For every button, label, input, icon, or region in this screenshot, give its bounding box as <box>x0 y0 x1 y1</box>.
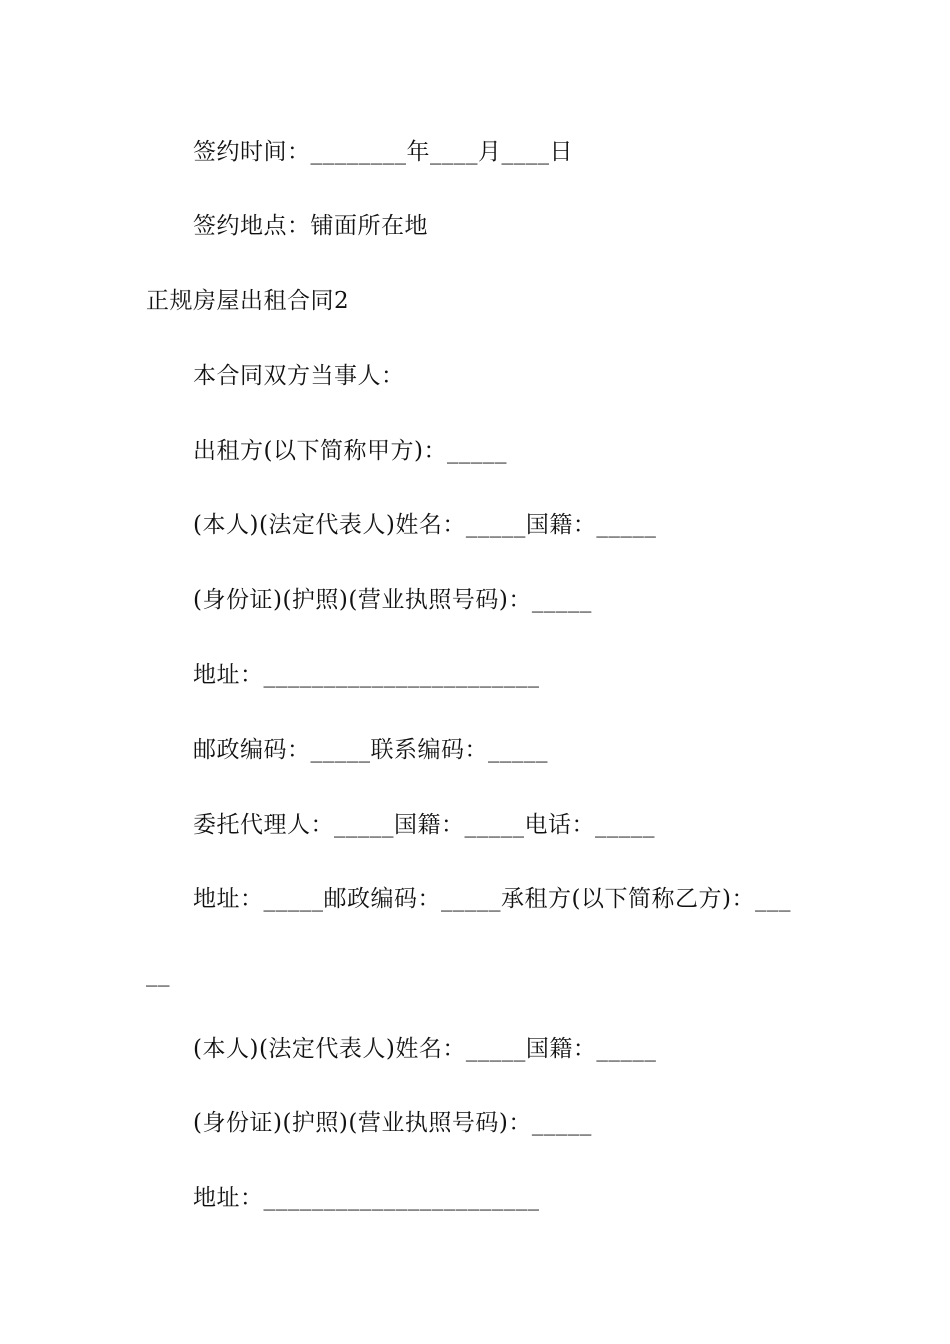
lessor-address-line: 地址：_______________________ <box>193 662 540 688</box>
lessee-address-line: 地址：_______________________ <box>193 1185 540 1211</box>
signing-time-line: 签约时间：________年____月____日 <box>193 139 573 165</box>
signing-place-line: 签约地点：铺面所在地 <box>193 213 428 239</box>
lessee-name-nationality-line: (本人)(法定代表人)姓名：_____国籍：_____ <box>193 1036 657 1062</box>
lessee-continuation-line: __ <box>146 961 170 987</box>
lessor-id-line: (身份证)(护照)(营业执照号码)：_____ <box>193 587 592 613</box>
lessor-line: 出租方(以下简称甲方)：_____ <box>193 438 507 464</box>
lessee-id-line: (身份证)(护照)(营业执照号码)：_____ <box>193 1110 592 1136</box>
lessor-postcode-contact-line: 邮政编码：_____联系编码：_____ <box>193 737 548 763</box>
agent-address-lessee-line: 地址：_____邮政编码：_____承租方(以下简称乙方)：___ <box>193 886 791 912</box>
contract-heading: 正规房屋出租合同2 <box>146 288 350 314</box>
agent-line: 委托代理人：_____国籍：_____电话：_____ <box>193 812 655 838</box>
parties-intro-line: 本合同双方当事人： <box>193 363 405 389</box>
lessor-name-nationality-line: (本人)(法定代表人)姓名：_____国籍：_____ <box>193 512 657 538</box>
